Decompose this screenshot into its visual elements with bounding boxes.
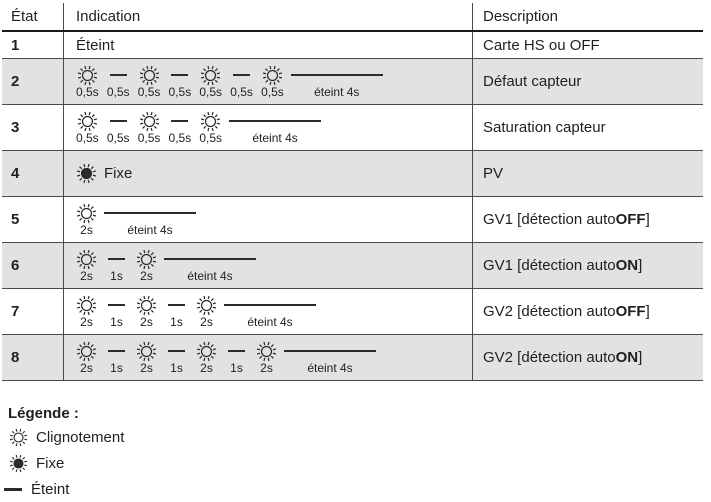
duration-label: 2s (140, 314, 153, 329)
description-cell (473, 243, 703, 288)
off-dash-icon (167, 65, 192, 86)
duration-label: 0,5s (168, 84, 192, 99)
pattern-off-long (104, 203, 196, 237)
blink-icon (136, 341, 157, 362)
description-text: Saturation capteur (483, 119, 606, 136)
duration-label: 2s (140, 360, 153, 375)
pattern-blink (138, 111, 161, 145)
duration-label: éteint 4s (247, 314, 293, 329)
blink-icon (77, 65, 98, 86)
pattern-blink (76, 295, 97, 329)
pattern-blink (76, 249, 97, 283)
duration-label: 0,5s (76, 84, 99, 99)
off-long-line (229, 111, 321, 132)
etat-cell: 3 (2, 105, 64, 150)
table-row (2, 151, 703, 197)
duration-label: 0,5s (76, 130, 99, 145)
blink-icon (139, 65, 160, 86)
blink-icon (200, 111, 221, 132)
description-text: GV1 [détection auto (483, 211, 616, 228)
legend (8, 405, 707, 499)
duration-label: 2s (200, 314, 213, 329)
description-cell (473, 289, 703, 334)
pattern-blink (76, 65, 99, 99)
duration-label: 2s (80, 268, 93, 283)
description-cell (473, 32, 703, 58)
blink-pattern (76, 249, 256, 283)
duration-label: éteint 4s (314, 84, 360, 99)
duration-label: 1s (110, 268, 123, 283)
pattern-blink (76, 111, 99, 145)
off-dash-icon (167, 111, 192, 132)
description-text: Carte HS ou OFF (483, 36, 600, 54)
table-row (2, 335, 703, 381)
table-row (2, 32, 703, 59)
pattern-blink (196, 341, 217, 375)
legend-item (8, 428, 707, 447)
duration-label: 1s (170, 360, 183, 375)
duration-label: éteint 4s (127, 222, 173, 237)
duration-label: 0,5s (230, 84, 253, 99)
table-row (2, 59, 703, 105)
description-text: GV2 [détection auto (483, 349, 616, 366)
fixed-icon (76, 163, 97, 184)
blink-pattern (76, 295, 316, 329)
etat-cell: 7 (2, 289, 64, 334)
table-header-row (2, 3, 703, 32)
legend-title: Légende : (8, 405, 79, 422)
column-header-indication: Indication (64, 3, 473, 30)
indication-text: Éteint (76, 36, 115, 54)
duration-label: 0,5s (137, 84, 161, 99)
description-text: PV (483, 165, 504, 182)
pattern-off-long (284, 341, 376, 375)
pattern-off-long (164, 249, 256, 283)
pattern-off (104, 341, 129, 375)
indication-cell (64, 151, 473, 196)
description-cell (473, 197, 703, 242)
duration-label: 0,5s (106, 84, 130, 99)
pattern-blink (136, 295, 157, 329)
pattern-blink (261, 65, 284, 99)
blink-icon (196, 295, 217, 316)
duration-label: éteint 4s (252, 130, 298, 145)
pattern-off (104, 295, 129, 329)
blink-icon (8, 428, 28, 447)
duration-label: 2s (140, 268, 153, 283)
blink-icon (136, 295, 157, 316)
blink-icon (76, 203, 97, 224)
blink-icon (76, 249, 97, 270)
legend-item-label: Éteint (31, 481, 70, 498)
pattern-off (224, 341, 249, 375)
etat-cell: 4 (2, 151, 64, 196)
off-icon (3, 488, 23, 491)
pattern-off (229, 65, 254, 99)
legend-item-label: Fixe (36, 455, 65, 472)
etat-cell: 8 (2, 335, 64, 380)
blink-pattern (76, 203, 196, 237)
duration-label: 2s (80, 360, 93, 375)
description-text: Défaut capteur (483, 73, 582, 90)
indication-cell (64, 197, 473, 242)
column-header-etat: État (2, 3, 64, 30)
pattern-blink (196, 295, 217, 329)
pattern-blink (136, 249, 157, 283)
table-row (2, 105, 703, 151)
blink-icon (77, 111, 98, 132)
legend-item-label: Clignotement (36, 429, 125, 446)
pattern-blink (199, 65, 222, 99)
off-long-line (291, 65, 383, 86)
description-text: ] (638, 257, 643, 274)
duration-label: 2s (200, 360, 213, 375)
table-row (2, 243, 703, 289)
duration-label: 0,5s (137, 130, 161, 145)
indication-cell (64, 105, 473, 150)
pattern-off (164, 341, 189, 375)
pattern-off (104, 249, 129, 283)
etat-cell: 1 (2, 32, 64, 58)
blink-icon (136, 249, 157, 270)
off-dash-icon (164, 295, 189, 316)
off-dash-icon (104, 295, 129, 316)
pattern-blink (256, 341, 277, 375)
blink-pattern (76, 65, 383, 99)
fixed-indication (76, 163, 132, 184)
description-text: ] (645, 211, 650, 228)
legend-item (3, 480, 707, 499)
pattern-blink (76, 203, 97, 237)
duration-label: 1s (110, 314, 123, 329)
blink-pattern (76, 341, 376, 375)
pattern-off (164, 295, 189, 329)
duration-label: 2s (80, 222, 93, 237)
indication-text: Fixe (104, 165, 133, 182)
pattern-off (167, 111, 192, 145)
description-text: GV2 [détection auto (483, 303, 616, 320)
pattern-off (106, 65, 131, 99)
duration-label: 0,5s (261, 84, 284, 99)
description-cell (473, 59, 703, 104)
blink-pattern (76, 111, 321, 145)
duration-label: 1s (230, 360, 243, 375)
description-bold: ON (615, 349, 639, 366)
off-dash-icon (104, 249, 129, 270)
description-cell (473, 151, 703, 196)
column-header-description: Description (483, 8, 559, 25)
blink-icon (139, 111, 160, 132)
duration-label: éteint 4s (307, 360, 353, 375)
duration-label: 2s (80, 314, 93, 329)
off-dash-icon (106, 65, 131, 86)
off-dash-icon (104, 341, 129, 362)
blink-icon (200, 65, 221, 86)
duration-label: 0,5s (168, 130, 192, 145)
pattern-blink (76, 341, 97, 375)
indication-cell (64, 289, 473, 334)
description-text: ] (645, 303, 650, 320)
duration-label: 1s (170, 314, 183, 329)
description-text: GV1 [détection auto (483, 257, 616, 274)
description-bold: OFF (615, 211, 646, 228)
duration-label: 0,5s (106, 130, 130, 145)
fixed-icon (8, 454, 28, 473)
indication-cell (64, 32, 473, 58)
blink-icon (196, 341, 217, 362)
off-long-line (284, 341, 376, 362)
duration-label: 1s (110, 360, 123, 375)
pattern-off (106, 111, 131, 145)
pattern-off (167, 65, 192, 99)
duration-label: éteint 4s (187, 268, 233, 283)
led-states-table (2, 3, 703, 381)
table-row (2, 289, 703, 335)
blink-icon (76, 341, 97, 362)
indication-cell (64, 59, 473, 104)
pattern-blink (199, 111, 222, 145)
off-dash-icon (224, 341, 249, 362)
description-cell (473, 105, 703, 150)
description-bold: OFF (615, 303, 646, 320)
off-long-line (104, 203, 196, 224)
indication-cell (64, 335, 473, 380)
pattern-off-long (291, 65, 383, 99)
duration-label: 0,5s (199, 130, 223, 145)
indication-cell (64, 243, 473, 288)
description-text: ] (638, 349, 643, 366)
pattern-off-long (224, 295, 316, 329)
pattern-blink (136, 341, 157, 375)
description-cell (473, 335, 703, 380)
etat-cell: 5 (2, 197, 64, 242)
pattern-off-long (229, 111, 321, 145)
blink-icon (256, 341, 277, 362)
description-bold: ON (615, 257, 639, 274)
etat-cell: 6 (2, 243, 64, 288)
duration-label: 2s (260, 360, 273, 375)
legend-item (8, 454, 707, 473)
off-dash-icon (164, 341, 189, 362)
blink-icon (76, 295, 97, 316)
pattern-blink (138, 65, 161, 99)
off-long-line (224, 295, 316, 316)
etat-cell: 2 (2, 59, 64, 104)
off-long-line (164, 249, 256, 270)
duration-label: 0,5s (199, 84, 223, 99)
blink-icon (262, 65, 283, 86)
off-dash-icon (106, 111, 131, 132)
off-dash-icon (229, 65, 254, 86)
table-row (2, 197, 703, 243)
